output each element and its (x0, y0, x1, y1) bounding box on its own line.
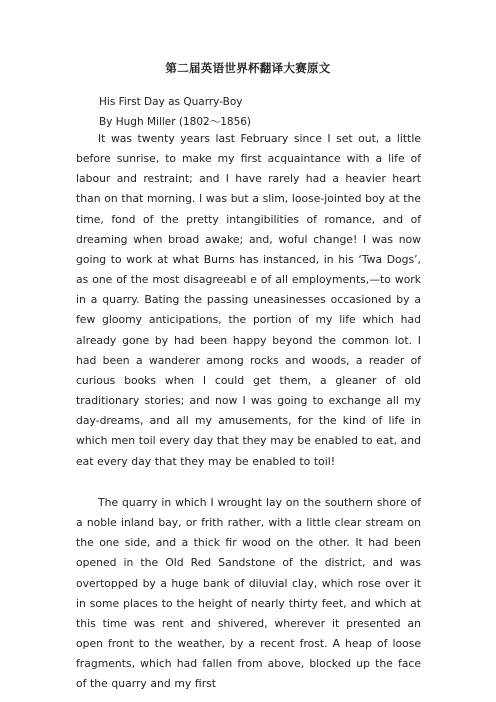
paragraph-2: The quarry in which I wrought lay on the southern shore of a noble inland bay, or frith rather, with a little clear stream on the one side, and a thick fir wood on the other. It had been opened in the Old Red Sandstone of the district, and was overtopped by a huge bank of diluvial clay, which rose over it in some places to the height of nearly thirty feet, and which at this time was rent and shivered, wherever it presented an open front to the weather, by a recent frost. A heap of loose fragments, which had fallen from above, blocked up the face of the quarry and my first (76, 496, 421, 691)
essay-title: His First Day as Quarry-Boy (99, 96, 243, 108)
document-title: 第二届英语世界杯翻译大赛原文 (165, 61, 331, 75)
essay-author: By Hugh Miller (1802～1856) (99, 116, 252, 128)
paragraph-1: It was twenty years last February since I set out, a little before sunrise, to make my first acquaintance with a life of labour and restraint; and I have rarely had a heavier heart than on that morning. I was but a slim, loose-jointed boy at the time, fond of the pretty intangibilities of romance, and of dreaming when broad awake; and, woful change! I was now going to work at what Burns has instanced, in his ‘Twa Dogs’, as one of the most disagreeabl e of all employments,—to work in a quarry. Bating the passing uneasinesses occasioned by a few gloomy anticipations, the portion of my life which had already gone by had been happy beyond the common lot. I had been a wanderer among rocks and woods, a reader of curious books when I could get them, a gleaner of old traditionary stories; and now I was going to exchange all my day-dreams, and all my amusements, for the kind of life in which men toil every day that they may be enabled to eat, and eat every day that they may be enabled to toil! (76, 132, 421, 468)
